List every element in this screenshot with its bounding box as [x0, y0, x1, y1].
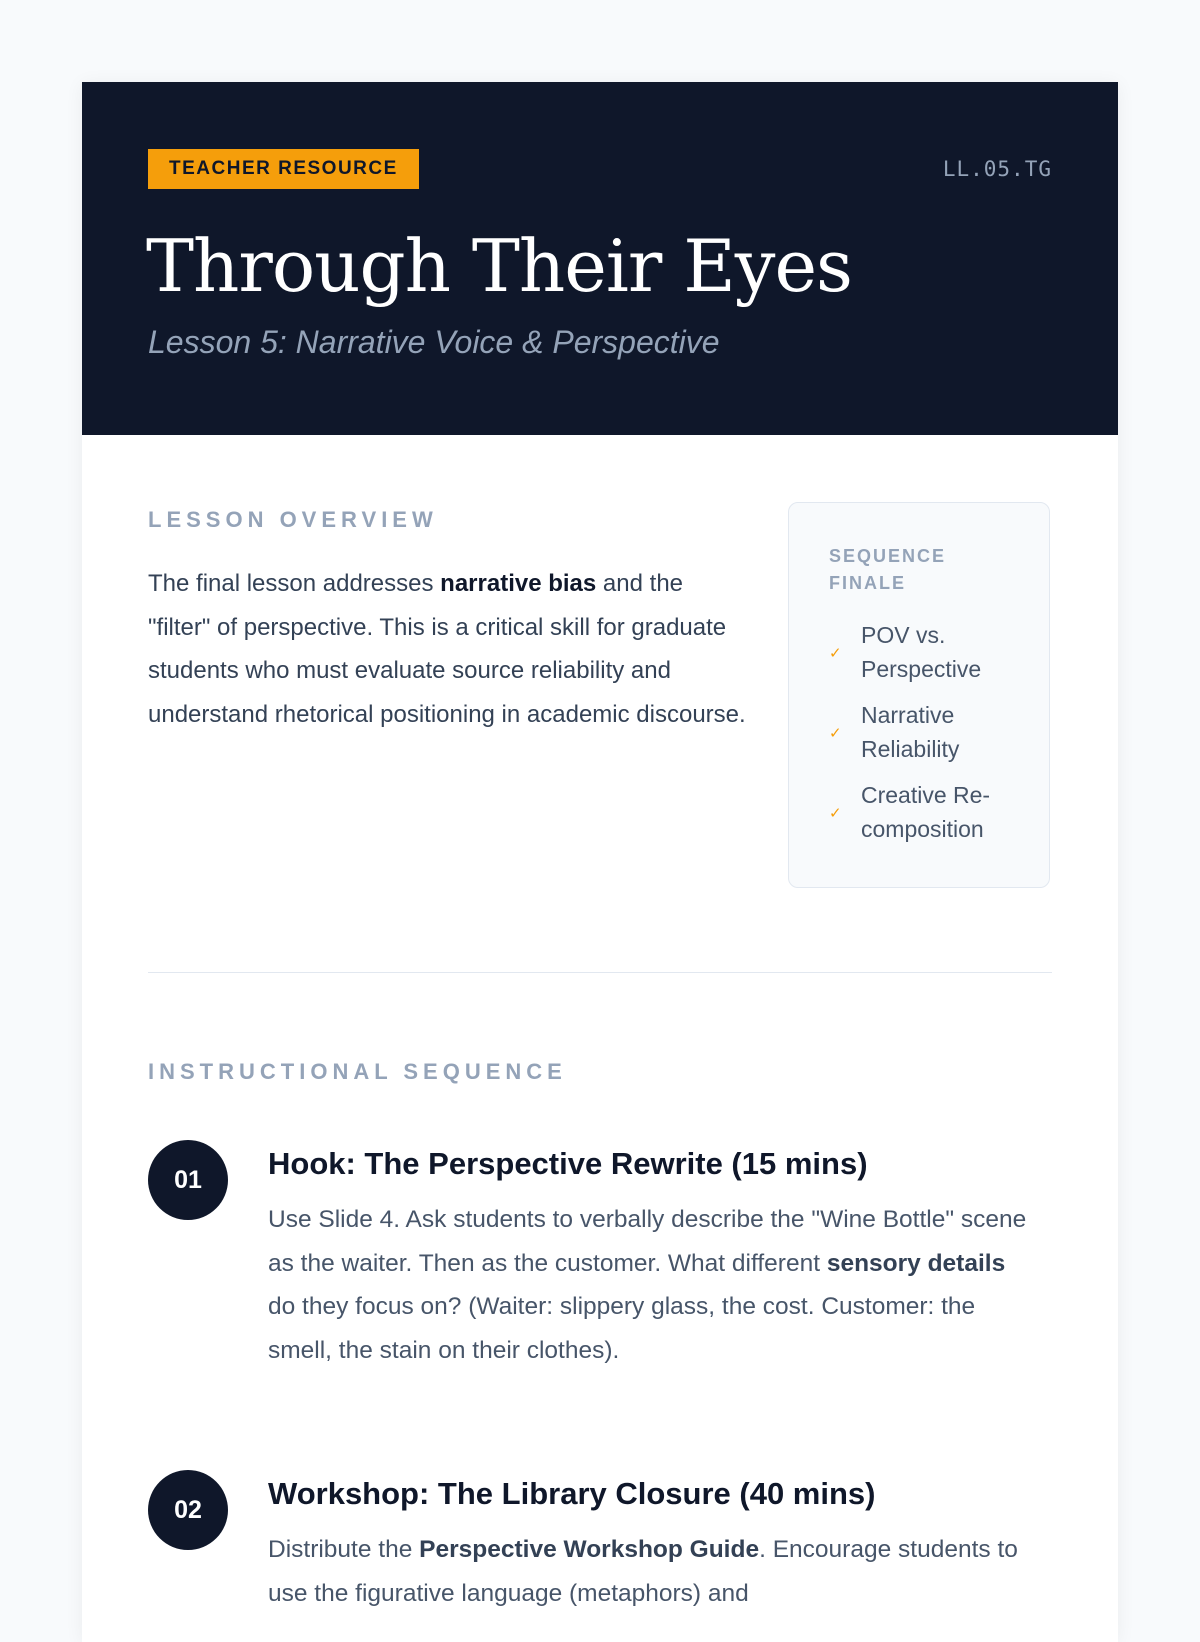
- step-number-badge: 02: [148, 1470, 228, 1550]
- document-code: LL.05.TG: [942, 157, 1052, 181]
- resource-badge: TEACHER RESOURCE: [148, 149, 419, 189]
- finale-list: [829, 619, 1029, 846]
- step-text-part: Use Slide 4. Ask students to verbally describe the "Wine Bottle" scene as the waiter. Then as the customer. What different: [268, 1206, 1027, 1277]
- step-text-part: . Encourage students to use the figurative language (metaphors) and: [268, 1536, 1018, 1607]
- overview-heading: LESSON OVERVIEW: [148, 507, 438, 532]
- page-title: Through Their Eyes: [146, 224, 853, 308]
- step-emphasis: Perspective Workshop Guide: [419, 1536, 760, 1563]
- finale-item: [829, 619, 1029, 686]
- step-title: Hook: The Perspective Rewrite (15 mins): [268, 1146, 868, 1181]
- finale-item: [829, 779, 1029, 846]
- sequence-finale-card: [788, 502, 1050, 888]
- sequence-heading: INSTRUCTIONAL SEQUENCE: [148, 1059, 567, 1084]
- step-description: [268, 1198, 1038, 1372]
- overview-text-part: The final lesson addresses: [148, 570, 441, 597]
- finale-item-label: Narrative Reliability: [861, 702, 960, 762]
- check-icon: ✓: [829, 803, 842, 822]
- finale-item-label: POV vs. Perspective: [861, 622, 982, 682]
- finale-item: [829, 699, 1029, 766]
- step-description: [268, 1528, 1038, 1615]
- section-divider: [148, 972, 1052, 973]
- overview-text-part: and the "filter" of perspective. This is a critical skill for graduate students who must evaluate source reliability and understand rhetorical positioning in academic discourse.: [148, 570, 746, 728]
- overview-paragraph: [148, 562, 748, 736]
- lesson-header: [82, 82, 1118, 435]
- step-emphasis: sensory details: [826, 1249, 1006, 1277]
- finale-heading: SEQUENCE FINALE: [829, 546, 947, 593]
- step-text-part: Distribute the: [268, 1536, 420, 1563]
- check-icon: ✓: [829, 643, 842, 662]
- lesson-document: [82, 82, 1118, 1642]
- overview-emphasis: narrative bias: [440, 570, 597, 597]
- check-icon: ✓: [829, 723, 842, 742]
- lesson-subtitle: Lesson 5: Narrative Voice & Perspective: [148, 324, 720, 360]
- step-title: Workshop: The Library Closure (40 mins): [268, 1476, 876, 1511]
- step-number-badge: 01: [148, 1140, 228, 1220]
- step-text-part: do they focus on? (Waiter: slippery glass, the cost. Customer: the smell, the stain on their clothes).: [268, 1293, 976, 1364]
- finale-item-label: Creative Re-composition: [861, 782, 991, 842]
